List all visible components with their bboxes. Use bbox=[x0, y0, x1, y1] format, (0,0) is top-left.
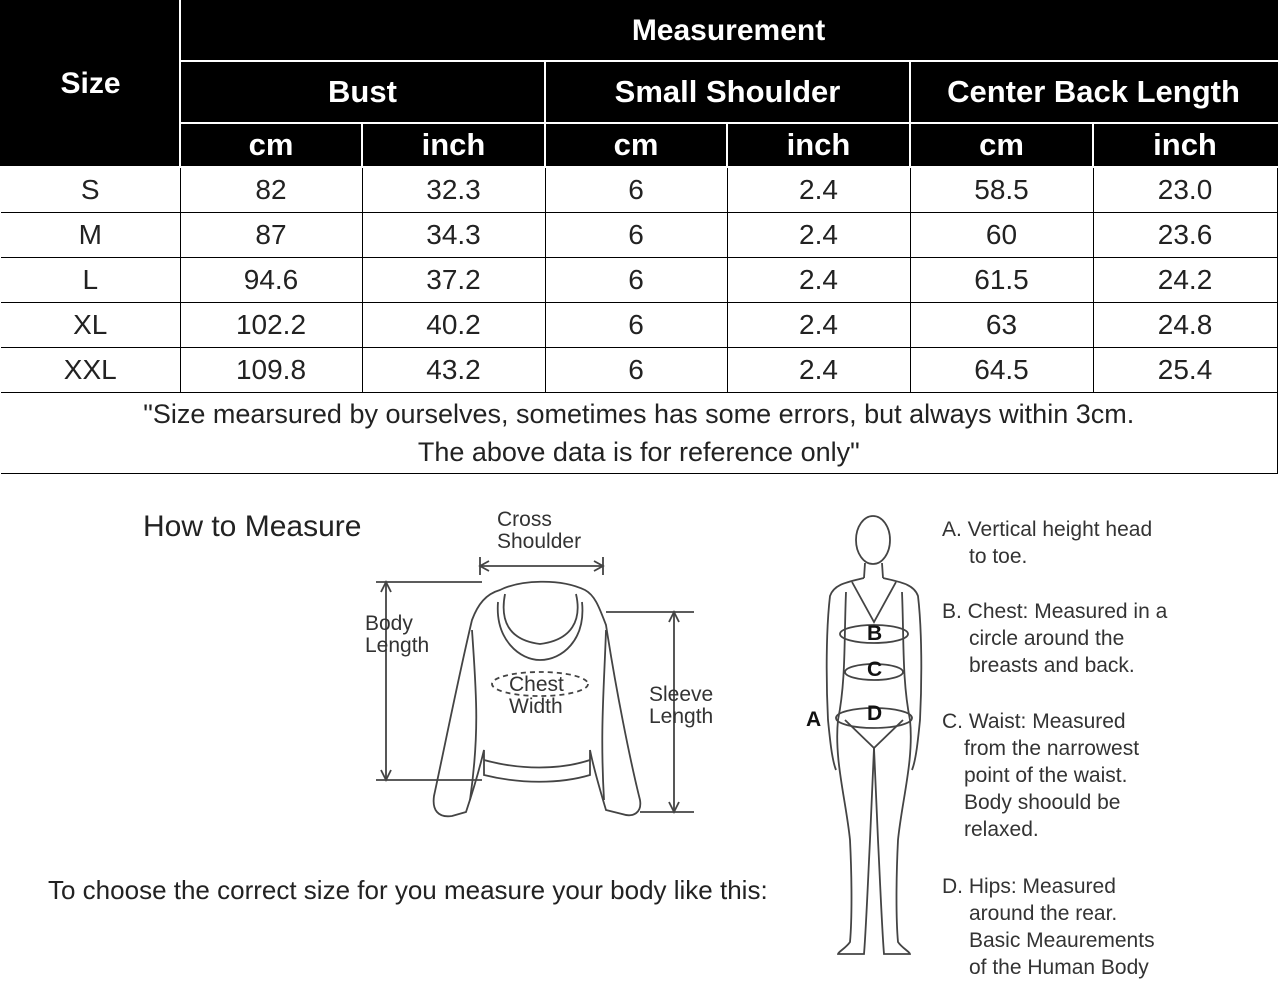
unit-header: cm bbox=[910, 123, 1093, 167]
table-cell: 6 bbox=[545, 348, 727, 393]
description-title: A. Vertical height head bbox=[942, 518, 1153, 541]
size-cell: S bbox=[1, 167, 180, 213]
description-line: relaxed. bbox=[964, 818, 1039, 841]
table-cell: 2.4 bbox=[727, 167, 910, 213]
table-cell: 2.4 bbox=[727, 303, 910, 348]
label-line: Length bbox=[365, 634, 430, 657]
description-line: circle around the bbox=[969, 627, 1125, 650]
table-cell: 23.6 bbox=[1093, 213, 1277, 258]
unit-header: inch bbox=[1093, 123, 1277, 167]
description-title: B. Chest: Measured in a bbox=[942, 600, 1168, 623]
table-cell: 60 bbox=[910, 213, 1093, 258]
label-line: Shoulder bbox=[497, 530, 582, 553]
table-cell: 82 bbox=[180, 167, 362, 213]
table-cell: 6 bbox=[545, 303, 727, 348]
table-row bbox=[1, 167, 1277, 213]
body-length-label bbox=[365, 613, 429, 657]
chest-width-label bbox=[509, 674, 564, 718]
table-cell: 24.2 bbox=[1093, 258, 1277, 303]
figure-label-c: C bbox=[867, 658, 883, 681]
description-b bbox=[942, 598, 1167, 679]
table-row bbox=[1, 348, 1277, 393]
center-back-length-group-header: Center Back Length bbox=[910, 61, 1277, 123]
label-line: Sleeve bbox=[649, 683, 714, 706]
figure-label-d: D bbox=[867, 702, 883, 725]
table-cell: 24.8 bbox=[1093, 303, 1277, 348]
bust-group-header: Bust bbox=[180, 61, 545, 123]
note-line-2: The above data is for reference only" bbox=[417, 437, 860, 468]
description-title: C. Waist: Measured bbox=[942, 710, 1126, 733]
unit-header: cm bbox=[545, 123, 727, 167]
description-line: point of the waist. bbox=[964, 764, 1128, 787]
table-cell: 23.0 bbox=[1093, 167, 1277, 213]
table-cell: 102.2 bbox=[180, 303, 362, 348]
table-row bbox=[1, 213, 1277, 258]
measure-instruction: To choose the correct size for you measure your body like this: bbox=[48, 875, 768, 905]
description-line: to toe. bbox=[969, 545, 1028, 568]
how-to-measure-title: How to Measure bbox=[143, 510, 362, 543]
figure-label-b: B bbox=[867, 622, 883, 645]
size-cell: XXL bbox=[1, 348, 180, 393]
note-row bbox=[1, 393, 1277, 474]
description-line: Basic Meaurements bbox=[969, 929, 1155, 952]
sleeve-length-label bbox=[649, 684, 713, 728]
table-cell: 64.5 bbox=[910, 348, 1093, 393]
description-title: D. Hips: Measured bbox=[942, 875, 1116, 898]
description-line: breasts and back. bbox=[969, 654, 1135, 677]
description-line: around the rear. bbox=[969, 902, 1118, 925]
description-line: Body shoould be bbox=[964, 791, 1121, 814]
size-cell: XL bbox=[1, 303, 180, 348]
label-line: Cross bbox=[497, 508, 552, 531]
table-row bbox=[1, 258, 1277, 303]
cross-shoulder-label bbox=[497, 509, 581, 553]
table-row bbox=[1, 303, 1277, 348]
label-line: Width bbox=[509, 695, 563, 718]
description-line: of the Human Body bbox=[969, 956, 1149, 979]
description-a bbox=[942, 516, 1152, 570]
description-c bbox=[942, 708, 1139, 843]
table-cell: 37.2 bbox=[362, 258, 545, 303]
table-cell: 6 bbox=[545, 167, 727, 213]
unit-header: inch bbox=[362, 123, 545, 167]
table-cell: 94.6 bbox=[180, 258, 362, 303]
size-cell: M bbox=[1, 213, 180, 258]
label-line: Length bbox=[649, 705, 714, 728]
table-cell: 87 bbox=[180, 213, 362, 258]
table-cell: 25.4 bbox=[1093, 348, 1277, 393]
table-cell: 6 bbox=[545, 213, 727, 258]
table-cell: 2.4 bbox=[727, 348, 910, 393]
table-cell: 6 bbox=[545, 258, 727, 303]
size-chart-table bbox=[0, 0, 1278, 474]
figure-label-a: A bbox=[806, 708, 822, 731]
label-line: Chest bbox=[509, 673, 564, 696]
unit-header: cm bbox=[180, 123, 362, 167]
description-line: from the narrowest bbox=[964, 737, 1140, 760]
table-cell: 63 bbox=[910, 303, 1093, 348]
size-note bbox=[1, 393, 1277, 474]
size-column-header: Size bbox=[1, 1, 180, 167]
table-cell: 34.3 bbox=[362, 213, 545, 258]
description-d bbox=[942, 873, 1155, 981]
table-cell: 2.4 bbox=[727, 213, 910, 258]
table-cell: 32.3 bbox=[362, 167, 545, 213]
size-cell: L bbox=[1, 258, 180, 303]
small-shoulder-group-header: Small Shoulder bbox=[545, 61, 910, 123]
label-line: Body bbox=[365, 612, 413, 635]
table-cell: 40.2 bbox=[362, 303, 545, 348]
table-cell: 109.8 bbox=[180, 348, 362, 393]
table-cell: 2.4 bbox=[727, 258, 910, 303]
unit-header: inch bbox=[727, 123, 910, 167]
table-cell: 43.2 bbox=[362, 348, 545, 393]
measurement-header: Measurement bbox=[180, 1, 1277, 61]
table-cell: 58.5 bbox=[910, 167, 1093, 213]
table-cell: 61.5 bbox=[910, 258, 1093, 303]
note-line-1: "Size mearsured by ourselves, sometimes has some errors, but always within 3cm. bbox=[143, 399, 1135, 430]
